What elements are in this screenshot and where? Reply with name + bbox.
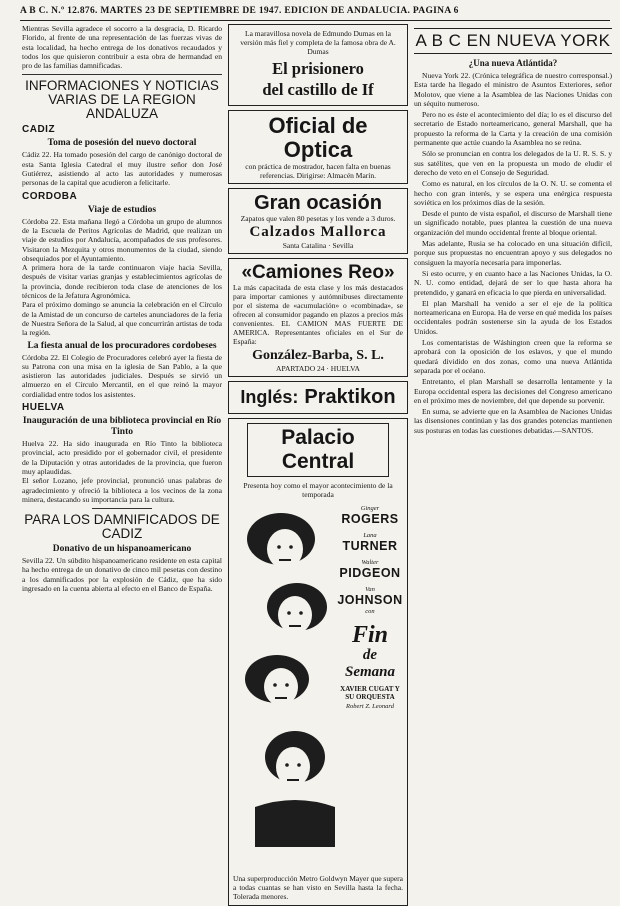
cordoba-text-1: Córdoba 22. Esta mañana llegó a Córdoba un grupo de alumnos de la Escuela de Peritos Agrícolas de Madrid, que realizan un viaje de estudios por Andalucía, acompañados de sus profesores. Visitaron la Mezquita y otros monumentos de la ciudad, siendo obsequiados por el Ayuntamiento. bbox=[22, 216, 222, 263]
page-header: A B C. N.º 12.876. MARTES 23 DE SEPTIEMBRE DE 1947. EDICION DE ANDALUCIA. PAGINA 6 bbox=[20, 6, 610, 21]
ocasion-title: Gran ocasión bbox=[254, 192, 382, 214]
huelva-text-2: El señor Lozano, jefe provincial, pronunció unas palabras de agradecimiento y ofreció la biblioteca a los vecinos de la zona minera, destacando su importancia para la cultura. bbox=[22, 476, 222, 504]
procuradores-subhead: La fiesta anual de los procuradores cordobeses bbox=[27, 340, 217, 351]
cordoba-text-2: A primera hora de la tarde continuaron viaje hacia Sevilla, después de visitar varias granjas y establecimientos agrícolas de la provincia, donde recibieron toda clase de atenciones de los técnicos de la Jefatura Agronómica. bbox=[22, 263, 222, 301]
film-title-line-1: Fin bbox=[351, 622, 389, 648]
article-paragraph: En suma, se advierte que en la Asamblea de Naciones Unidas las disensiones continúan y las dos grandes potencias mantienen sus posturas en todas las cuestiones debatidas.—SANTOS. bbox=[414, 407, 612, 435]
book-ad-intro: La maravillosa novela de Edmundo Dumas en la versión más fiel y completa de la famosa obra de A. Dumas bbox=[240, 29, 396, 56]
huelva-label: HUELVA bbox=[22, 402, 65, 414]
huelva-subhead: Inauguración de una biblioteca provincial en Río Tinto bbox=[22, 416, 222, 438]
article-paragraph: Entretanto, el plan Marshall se desarrolla lentamente y la Europa occidental espera las decisiones del Congreso americano en el próximo mes de noviembre, del que depende su porvenir. bbox=[414, 377, 612, 405]
donativo-text: Sevilla 22. Un súbdito hispanoamericano residente en esta capital ha hecho entrega de un donativo de cinco mil pesetas con destino a los damnificados por la explosión de Cádiz, que ha sido ingresado en la cuenta abierta al efecto en el Banco de España. bbox=[22, 556, 222, 593]
procuradores-text: Córdoba 22. El Colegio de Procuradores celebró ayer la fiesta de su Patrona con una misa en la iglesia de San Pablo, a la que asistieron las autoridades judiciales. Después se sirvió un almuerzo en el Círculo Mercantil, en el que reinó la mayor cordialidad entre todos los asistentes. bbox=[22, 352, 222, 399]
left-column bbox=[22, 24, 222, 809]
ocasion-brand: Calzados Mallorca bbox=[249, 224, 387, 240]
star-name: ROGERS bbox=[341, 512, 399, 526]
cast-list bbox=[337, 499, 403, 710]
book-title-line-2: del castillo de If bbox=[262, 80, 374, 99]
article-paragraph: Los comentaristas de Wáshington creen que la reforma se aprobará con la oposición de los eslavos, y que el mundo quedará dividido en dos zonas, como una nueva Atlántida separada por el océano. bbox=[414, 338, 612, 375]
regional-news-title: INFORMACIONES Y NOTICIAS VARIAS DE LA REGION ANDALUZA bbox=[25, 78, 219, 122]
film-title-line-2: de Semana bbox=[344, 647, 395, 680]
cadiz-subhead: Toma de posesión del nuevo doctoral bbox=[47, 138, 197, 149]
director-credit: Robert Z. Leonard bbox=[346, 703, 394, 710]
article-paragraph: Como es natural, en los círculos de la O. N. U. se comenta el hecho con gran interés, y se espera una enérgica respuesta soviética en los próximos días de la sesión. bbox=[414, 179, 612, 207]
film-stars-illustration bbox=[235, 507, 339, 847]
cordoba-subhead: Viaje de estudios bbox=[87, 204, 157, 215]
middle-column bbox=[228, 24, 408, 901]
cordoba-label: CORDOBA bbox=[22, 190, 78, 202]
article-paragraph: El plan Marshall ha venido a ser el eje de la política norteamericana en Europa. Ha de verse en qué medida los países occidentales podrán sostenerse sin la ayuda de los Estados Unidos. bbox=[414, 298, 612, 336]
article-paragraph: Si esto ocurre, y en cuanto hace a las Naciones Unidas, la O. N. U. como entidad, dejará de ser lo que hasta ahora ha pretendido, y ganará en eficacia lo que pierda en universalidad. bbox=[414, 268, 612, 297]
ocasion-ad bbox=[228, 188, 408, 254]
cinema-footer: Una superproducción Metro Goldwyn Mayer que supera a todas cuantas se han visto en Sevilla hasta la fecha. Tolerada menores. bbox=[233, 874, 403, 901]
connector-text: con bbox=[365, 608, 375, 615]
optica-ad bbox=[228, 110, 408, 184]
article-question: ¿Una nueva Atlántida? bbox=[468, 58, 558, 68]
star-name: PIDGEON bbox=[339, 566, 401, 580]
optica-text: con práctica de mostrador, hacen falta en buenas referencias. Dirigirse: Almacén Marín. bbox=[245, 162, 391, 180]
camiones-text: La más capacitada de esta clase y los más destacados para importar camiones y autómnibuses directamente por el sistema de «acumulación» o «combinada», se ofrecen al consumidor pagando en plazos a precios más convenientes. EL CAMION MAS FUERTE DE AMERICA. Representantes oficiales en el Sur de España: bbox=[233, 283, 403, 346]
star-name: JOHNSON bbox=[337, 593, 403, 607]
cadiz-label: CADIZ bbox=[22, 124, 56, 136]
praktikon-brand: Praktikon bbox=[304, 386, 396, 408]
column-title: A B C EN NUEVA YORK bbox=[414, 28, 612, 54]
article-paragraph: Sólo se pronuncian en contra los delegados de la U. R. S. S. y sus satélites, que ven en la propuesta un modo de eludir el derecho de veto en el Consejo de Seguridad. bbox=[414, 149, 612, 177]
cinema-lead: Presenta hoy como el mayor acontecimiento de la temporada bbox=[243, 481, 393, 499]
huelva-text-1: Huelva 22. Ha sido inaugurada en Río Tinto la biblioteca provincial, acto presidido por el gobernador civil, el presidente de la Diputación y otras autoridades de la provincia, que fueron muy aplaudidas. bbox=[22, 439, 222, 476]
star-name: TURNER bbox=[342, 539, 398, 553]
cinema-ad bbox=[228, 418, 408, 906]
cinema-name: Palacio Central bbox=[247, 423, 389, 477]
camiones-ad bbox=[228, 258, 408, 377]
intro-paragraph: Mientras Sevilla agradece el socorro a la desgracia, D. Ricardo Florido, al frente de una representación de las fuerzas vivas de esta localidad, ha hecho entrega de los donativos recaudados y todos los que quisieron contribuir a esta obra de hermandad en pro de las familias damnificadas. bbox=[22, 24, 222, 71]
article-paragraph: Desde el punto de vista español, el discurso de Marshall tiene un significado notable, pues plantea la cuestión de una nueva organización del mundo occidental frente al bloque oriental. bbox=[414, 209, 612, 237]
camiones-title: «Camiones Reo» bbox=[241, 262, 395, 283]
optica-title: Oficial de Optica bbox=[268, 113, 368, 162]
cordoba-text-3: Para el próximo domingo se anuncia la celebración en el Círculo de la Amistad de un concurso de carteles anunciadores de la feria de Nuestra Señora de la Salud, al que concurrirán artistas de toda la región. bbox=[22, 300, 222, 338]
article-paragraph: Nueva York 22. (Crónica telegráfica de nuestro corresponsal.) Esta tarde ha llegado el ministro de Asuntos Exteriores, señor Molotov, que viene a la Asamblea de las Naciones Unidas con un séquito numeroso. bbox=[414, 71, 612, 108]
divider bbox=[92, 508, 152, 509]
article-paragraph: Mas adelante, Rusia se ha colocado en una situación difícil, porque sus propuestas no encuentran apoyo y sus delegados no consiguen la mayoría necesaria para imponerlas. bbox=[414, 239, 612, 267]
camiones-firm: González-Barba, S. L. bbox=[252, 348, 384, 363]
ocasion-text: Zapatos que valen 80 pesetas y los vende a 3 duros. bbox=[240, 214, 396, 223]
camiones-address: APARTADO 24 · HUELVA bbox=[276, 364, 360, 373]
right-column bbox=[414, 24, 612, 809]
ocasion-address: Santa Catalina · Sevilla bbox=[282, 241, 354, 250]
cadiz-text: Cádiz 22. Ha tomado posesión del cargo de canónigo doctoral de esta Santa Iglesia Catedral el muy ilustre señor don José Gutiérrez, asistiendo al acto las autoridades y numerosas personas de la capital que acudieron a felicitarle. bbox=[22, 150, 222, 188]
book-title-line-1: El prisionero bbox=[272, 59, 364, 78]
damnificados-title: PARA LOS DAMNIFICADOS DE CADIZ bbox=[24, 512, 220, 542]
book-ad bbox=[228, 24, 408, 106]
first-name: Van bbox=[365, 586, 375, 593]
first-name: Lana bbox=[363, 532, 377, 539]
donativo-subhead: Donativo de un hispanoamericano bbox=[52, 544, 192, 555]
divider bbox=[22, 74, 222, 75]
first-name: Ginger bbox=[360, 505, 380, 512]
music-credit: XAVIER CUGAT Y SU ORQUESTA bbox=[340, 685, 400, 701]
article-paragraph: Pero no es éste el acontecimiento del día; lo es el discurso del secretario de Estado norteamericano, general Marshall, que ha propuesto la reforma de la Carta y la creación de una comisión permanente que actúe cuando la Asamblea no se reúna. bbox=[414, 110, 612, 148]
praktikon-ad bbox=[228, 381, 408, 414]
first-name: Walter bbox=[361, 559, 379, 566]
praktikon-prefix: Inglés: bbox=[240, 387, 299, 407]
